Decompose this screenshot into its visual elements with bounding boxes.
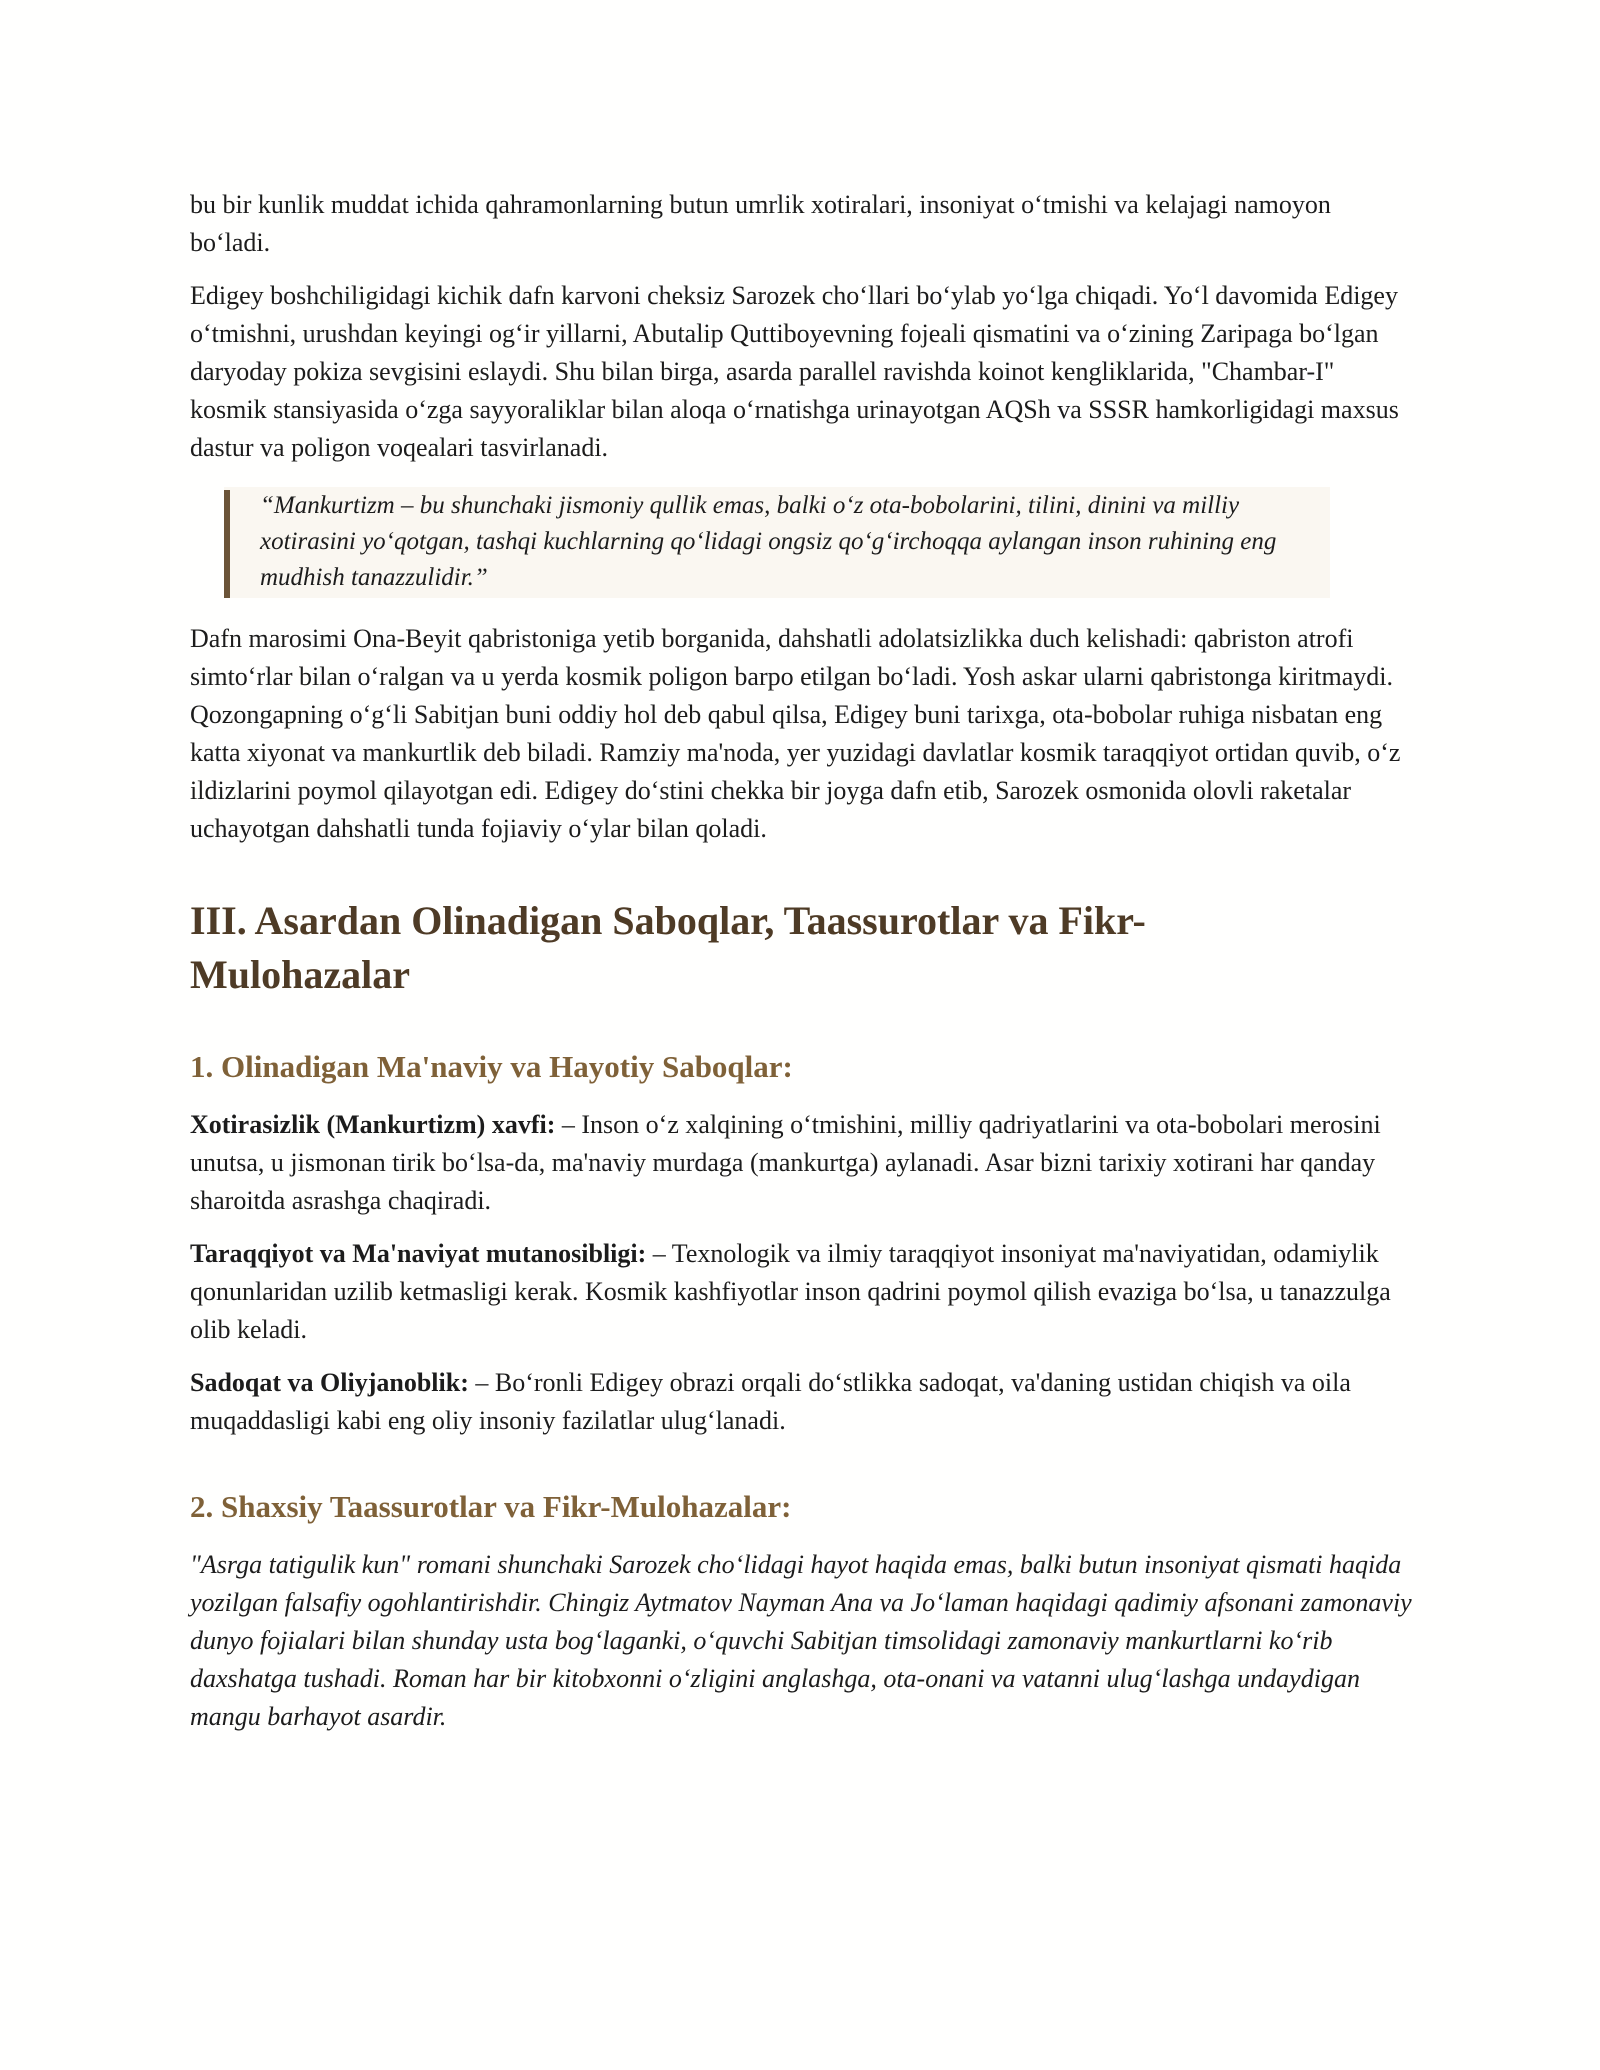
lesson-item (190, 1106, 1412, 1220)
lesson-term: Taraqqiyot va Ma'naviyat mutanosibligi: (190, 1239, 647, 1268)
lesson-text: – Inson o‘z xalqining o‘tmishini, milliy qadriyatlarini va ota-bobolari merosini unutsa, u jismonan tirik bo‘lsa-da, ma'naviy murdaga (mankurtga) aylanadi. Asar bizni tarixiy xotirani har qanday sharoitda asrashga chaqiradi. (190, 1110, 1381, 1215)
subsection-heading-impressions: 2. Shaxsiy Taassurotlar va Fikr-Mulohazalar: (190, 1489, 792, 1524)
blockquote (224, 487, 1330, 598)
section-heading: III. Asardan Olinadigan Saboqlar, Taassurotlar va Fikr-Mulohazalar (190, 898, 1146, 997)
lesson-text: – Bo‘ronli Edigey obrazi orqali do‘stlikka sadoqat, va'daning ustidan chiqish va oila muqaddasligi kabi eng oliy insoniy fazilatlar ulug‘lanadi. (190, 1368, 1351, 1435)
lessons-list (190, 1106, 1412, 1440)
document-page (190, 186, 1412, 1736)
lesson-item (190, 1235, 1412, 1349)
quote-text: “Mankurtizm – bu shunchaki jismoniy qullik emas, balki o‘z ota-bobolarini, tilini, dinini va milliy xotirasini yo‘qotgan, tashqi kuchlarning qo‘lidagi ongsiz qo‘g‘irchoqqa aylangan inson ruhining eng mudhish tanazzulidir.” (260, 492, 1277, 591)
paragraph-impressions: "Asrga tatigulik kun" romani shunchaki Sarozek cho‘lidagi hayot haqida emas, balki butun insoniyat qismati haqida yozilgan falsafiy ogohlantirishdir. Chingiz Aytmatov Nayman Ana va Jo‘laman haqidagi qadimiy afsonani zamonaviy dunyo fojialari bilan shunday usta bog‘laganki, o‘quvchi Sabitjan timsolidagi zamonaviy mankurtlarni ko‘rib daxshatga tushadi. Roman har bir kitobxonni o‘zligini anglashga, ota-onani va vatanni ulug‘lashga undaydigan mangu barhayot asardir. (190, 1550, 1412, 1731)
lesson-item (190, 1364, 1412, 1440)
paragraph-caravan: Edigey boshchiligidagi kichik dafn karvoni cheksiz Sarozek cho‘llari bo‘ylab yo‘lga chiqadi. Yo‘l davomida Edigey o‘tmishni, urushdan keyingi og‘ir yillarni, Abutalip Quttiboyevning fojeali qismatini va o‘zining Zaripaga bo‘lgan daryoday pokiza sevgisini eslaydi. Shu bilan birga, asarda parallel ravishda koinot kengliklarida, "Chambar-I" kosmik stansiyasida o‘zga sayyoraliklar bilan aloqa o‘rnatishga urinayotgan AQSh va SSSR hamkorligidagi maxsus dastur va poligon voqealari tasvirlanadi. (190, 281, 1399, 462)
subsection-heading-lessons: 1. Olinadigan Ma'naviy va Hayotiy Saboqlar: (190, 1049, 793, 1084)
lesson-text: – Texnologik va ilmiy taraqqiyot insoniyat ma'naviyatidan, odamiylik qonunlaridan uzilib ketmasligi kerak. Kosmik kashfiyotlar inson qadrini poymol qilish evaziga bo‘lsa, u tanazzulga olib keladi. (190, 1239, 1391, 1344)
lesson-term: Sadoqat va Oliyjanoblik: (190, 1368, 469, 1397)
lesson-term: Xotirasizlik (Mankurtizm) xavfi: (190, 1110, 556, 1139)
paragraph-cemetery: Dafn marosimi Ona-Beyit qabristoniga yetib borganida, dahshatli adolatsizlikka duch kelishadi: qabriston atrofi simto‘rlar bilan o‘ralgan va u yerda kosmik poligon barpo etilgan bo‘ladi. Yosh askar ularni qabristonga kiritmaydi. Qozongapning o‘g‘li Sabitjan buni oddiy hol deb qabul qilsa, Edigey buni tarixga, ota-bobolar ruhiga nisbatan eng katta xiyonat va mankurtlik deb biladi. Ramziy ma'noda, yer yuzidagi davlatlar kosmik taraqqiyot ortidan quvib, o‘z ildizlarini poymol qilayotgan edi. Edigey do‘stini chekka bir joyga dafn etib, Sarozek osmonida olovli raketalar uchayotgan dahshatli tunda fojiaviy o‘ylar bilan qoladi. (190, 624, 1401, 843)
paragraph-intro: bu bir kunlik muddat ichida qahramonlarning butun umrlik xotiralari, insoniyat o‘tmishi va kelajagi namoyon bo‘ladi. (190, 190, 1331, 257)
